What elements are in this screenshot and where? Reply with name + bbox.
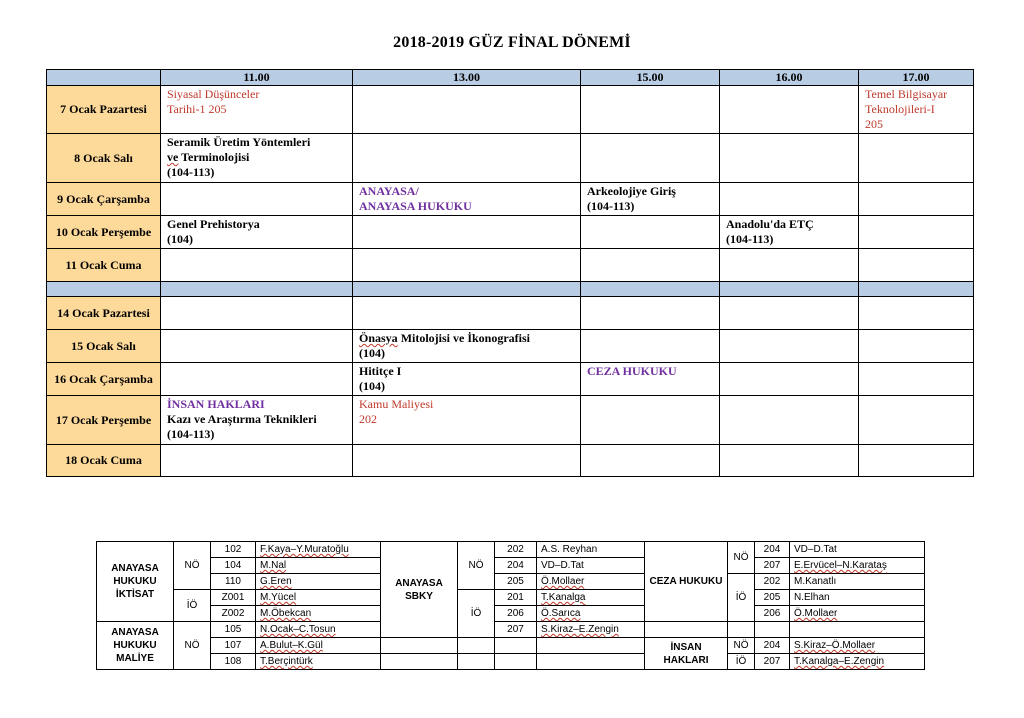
day-row: [47, 134, 974, 183]
exam-cell: [161, 297, 353, 330]
exam-cell: [859, 330, 974, 363]
room-number: 110: [211, 574, 256, 590]
proctor-names: M.Yücel: [256, 590, 381, 606]
proctor-names: T.Kanalga–E.Zengin: [790, 654, 925, 670]
exam-cell: [859, 297, 974, 330]
exam-title: Seramik Üretim Yöntemleri: [167, 135, 311, 149]
exam-cell: [353, 249, 581, 282]
proctor-names: T.Berçintürk: [256, 654, 381, 670]
room-number: 202: [755, 574, 790, 590]
session-label: NÖ: [174, 622, 211, 670]
proctor-names: N.Ocak–C.Tosun: [256, 622, 381, 638]
session-label: NÖ: [728, 638, 755, 654]
exam-title: Arkeolojiye Giriş: [587, 184, 676, 198]
exam-cell: [161, 183, 353, 216]
exam-cell: [720, 297, 859, 330]
exam-cell: [720, 134, 859, 183]
exam-room: 202: [359, 412, 377, 426]
proctor-names: VD–D.Tat: [790, 542, 925, 558]
exam-room: Tarihi-1 205: [167, 102, 227, 116]
proctor-names: M.Kanatlı: [790, 574, 925, 590]
exam-title: Önasya Mitolojisi ve İkonografisi: [359, 331, 531, 345]
session-label: İÖ: [728, 574, 755, 622]
page-title: 2018-2019 GÜZ FİNAL DÖNEMİ: [393, 34, 631, 51]
exam-cell: [720, 330, 859, 363]
exam-schedule-table: [46, 69, 974, 477]
proctor-names: A.S. Reyhan: [537, 542, 645, 558]
exam-cell: [581, 297, 720, 330]
room-number: 108: [211, 654, 256, 670]
day-row: [47, 396, 974, 445]
exam-cell: [581, 86, 720, 134]
day-label: 17 Ocak Perşembe: [47, 396, 161, 445]
proctor-names: Ö.Mollaer: [790, 606, 925, 622]
exam-cell: [581, 396, 720, 445]
exam-cell: [720, 363, 859, 396]
proctor-names: M.Öbekcan: [256, 606, 381, 622]
room-group-label: ANAYASA SBKY: [381, 542, 458, 638]
exam-cell: [161, 445, 353, 477]
exam-cell: [720, 216, 859, 249]
room-number: 206: [755, 606, 790, 622]
exam-title: Anadolu'da ETÇ: [726, 217, 814, 231]
proctor-names: T.Kanalga: [537, 590, 645, 606]
exam-room: (104): [167, 232, 193, 246]
day-label: 16 Ocak Çarşamba: [47, 363, 161, 396]
exam-cell: [161, 216, 353, 249]
room-group-label: ANAYASA HUKUKU MALİYE: [97, 622, 174, 670]
session-label: NÖ: [174, 542, 211, 590]
exam-cell: [581, 216, 720, 249]
exam-cell: [720, 86, 859, 134]
session-label: İÖ: [458, 590, 495, 638]
session-label: NÖ: [458, 542, 495, 590]
exam-cell: [353, 363, 581, 396]
exam-cell: [859, 445, 974, 477]
room-number: 102: [211, 542, 256, 558]
exam-room: (104): [359, 346, 385, 360]
exam-cell: [859, 216, 974, 249]
day-label: 10 Ocak Perşembe: [47, 216, 161, 249]
week-separator: [47, 282, 974, 297]
exam-title: Kamu Maliyesi: [359, 397, 434, 411]
room-number: 104: [211, 558, 256, 574]
exam-cell: [720, 445, 859, 477]
day-row: [47, 297, 974, 330]
room-number: 205: [755, 590, 790, 606]
room-number: 107: [211, 638, 256, 654]
exam-cell: [353, 183, 581, 216]
exam-title: Genel Prehistorya: [167, 217, 260, 231]
day-row: [47, 330, 974, 363]
exam-cell: [859, 86, 974, 134]
exam-cell: [859, 183, 974, 216]
day-row: [47, 86, 974, 134]
room-number: 207: [495, 622, 537, 638]
exam-cell: [353, 86, 581, 134]
proctor-names: VD–D.Tat: [537, 558, 645, 574]
exam-cell: [353, 297, 581, 330]
exam-cell: [161, 330, 353, 363]
exam-title: CEZA HUKUKU: [587, 364, 677, 378]
exam-title: İNSAN HAKLARI: [167, 397, 265, 411]
proctor-names: S.Kiraz–Ö.Mollaer: [790, 638, 925, 654]
exam-cell: [581, 134, 720, 183]
room-number: 205: [495, 574, 537, 590]
day-label: 9 Ocak Çarşamba: [47, 183, 161, 216]
room-number: Z002: [211, 606, 256, 622]
exam-cell: [353, 134, 581, 183]
time-header-4: 16.00: [720, 70, 859, 86]
day-row: [47, 249, 974, 282]
exam-cell: [581, 445, 720, 477]
room-number: 207: [755, 654, 790, 670]
exam-cell: [161, 249, 353, 282]
time-header-2: 13.00: [353, 70, 581, 86]
room-assignment-table: [96, 541, 925, 670]
exam-title: Kazı ve Araştırma Teknikleri: [167, 412, 317, 426]
day-row: [47, 445, 974, 477]
exam-room: 205: [865, 117, 883, 131]
proctor-names: Ö.Mollaer: [537, 574, 645, 590]
exam-room: (104-113): [167, 427, 215, 441]
exam-cell: [859, 363, 974, 396]
exam-title: Hititçe I: [359, 364, 402, 378]
exam-cell: [353, 396, 581, 445]
session-label: İÖ: [728, 654, 755, 670]
day-label: 15 Ocak Salı: [47, 330, 161, 363]
day-label: 7 Ocak Pazartesi: [47, 86, 161, 134]
proctor-names: S.Kiraz–E.Zengin: [537, 622, 645, 638]
proctor-names: M.Nal: [256, 558, 381, 574]
exam-cell: [581, 363, 720, 396]
proctor-names: A.Bulut–K.Gül: [256, 638, 381, 654]
exam-title: Siyasal Düşünceler: [167, 87, 260, 101]
exam-cell: [161, 134, 353, 183]
time-header-5: 17.00: [859, 70, 974, 86]
exam-cell: [859, 134, 974, 183]
room-number: 202: [495, 542, 537, 558]
proctor-names: F.Kaya–Y.Muratoğlu: [256, 542, 381, 558]
day-label: 11 Ocak Cuma: [47, 249, 161, 282]
room-group-label: İNSAN HAKLARI: [645, 638, 728, 670]
exam-cell: [720, 249, 859, 282]
proctor-names: N.Elhan: [790, 590, 925, 606]
exam-room: (104-113): [167, 165, 215, 179]
corner-cell: [47, 70, 161, 86]
room-number: 204: [755, 638, 790, 654]
exam-cell: [859, 249, 974, 282]
day-label: 18 Ocak Cuma: [47, 445, 161, 477]
exam-cell: [581, 183, 720, 216]
proctor-names: E.Ervücel–N.Karataş: [790, 558, 925, 574]
exam-cell: [353, 330, 581, 363]
exam-title: ANAYASA HUKUKU: [359, 199, 472, 213]
exam-title: Teknolojileri-I: [865, 102, 935, 116]
session-label: İÖ: [174, 590, 211, 622]
exam-cell: [161, 396, 353, 445]
exam-cell: [720, 396, 859, 445]
room-number: 206: [495, 606, 537, 622]
session-label: NÖ: [728, 542, 755, 574]
exam-cell: [353, 445, 581, 477]
room-number: Z001: [211, 590, 256, 606]
exam-room: (104): [359, 379, 385, 393]
proctor-names: Ö.Sarıca: [537, 606, 645, 622]
room-group-label: ANAYASA HUKUKU İKTİSAT: [97, 542, 174, 622]
exam-room: (104-113): [726, 232, 774, 246]
day-label: 14 Ocak Pazartesi: [47, 297, 161, 330]
time-header-1: 11.00: [161, 70, 353, 86]
room-number: 204: [495, 558, 537, 574]
time-header-row: [47, 70, 974, 86]
room-number: 207: [755, 558, 790, 574]
exam-title: Temel Bilgisayar: [865, 87, 948, 101]
exam-cell: [859, 396, 974, 445]
room-number: 204: [755, 542, 790, 558]
time-header-3: 15.00: [581, 70, 720, 86]
room-number: 105: [211, 622, 256, 638]
day-label: 8 Ocak Salı: [47, 134, 161, 183]
exam-room: (104-113): [587, 199, 635, 213]
day-row: [47, 216, 974, 249]
exam-cell: [353, 216, 581, 249]
exam-cell: [581, 330, 720, 363]
day-row: [47, 363, 974, 396]
room-number: 201: [495, 590, 537, 606]
proctor-names: G.Eren: [256, 574, 381, 590]
exam-cell: [720, 183, 859, 216]
exam-cell: [161, 86, 353, 134]
day-row: [47, 183, 974, 216]
exam-cell: [581, 249, 720, 282]
exam-cell: [161, 363, 353, 396]
room-group-label: CEZA HUKUKU: [645, 542, 728, 622]
exam-title: ve Terminolojisi: [167, 150, 250, 164]
exam-title: ANAYASA/: [359, 184, 419, 198]
